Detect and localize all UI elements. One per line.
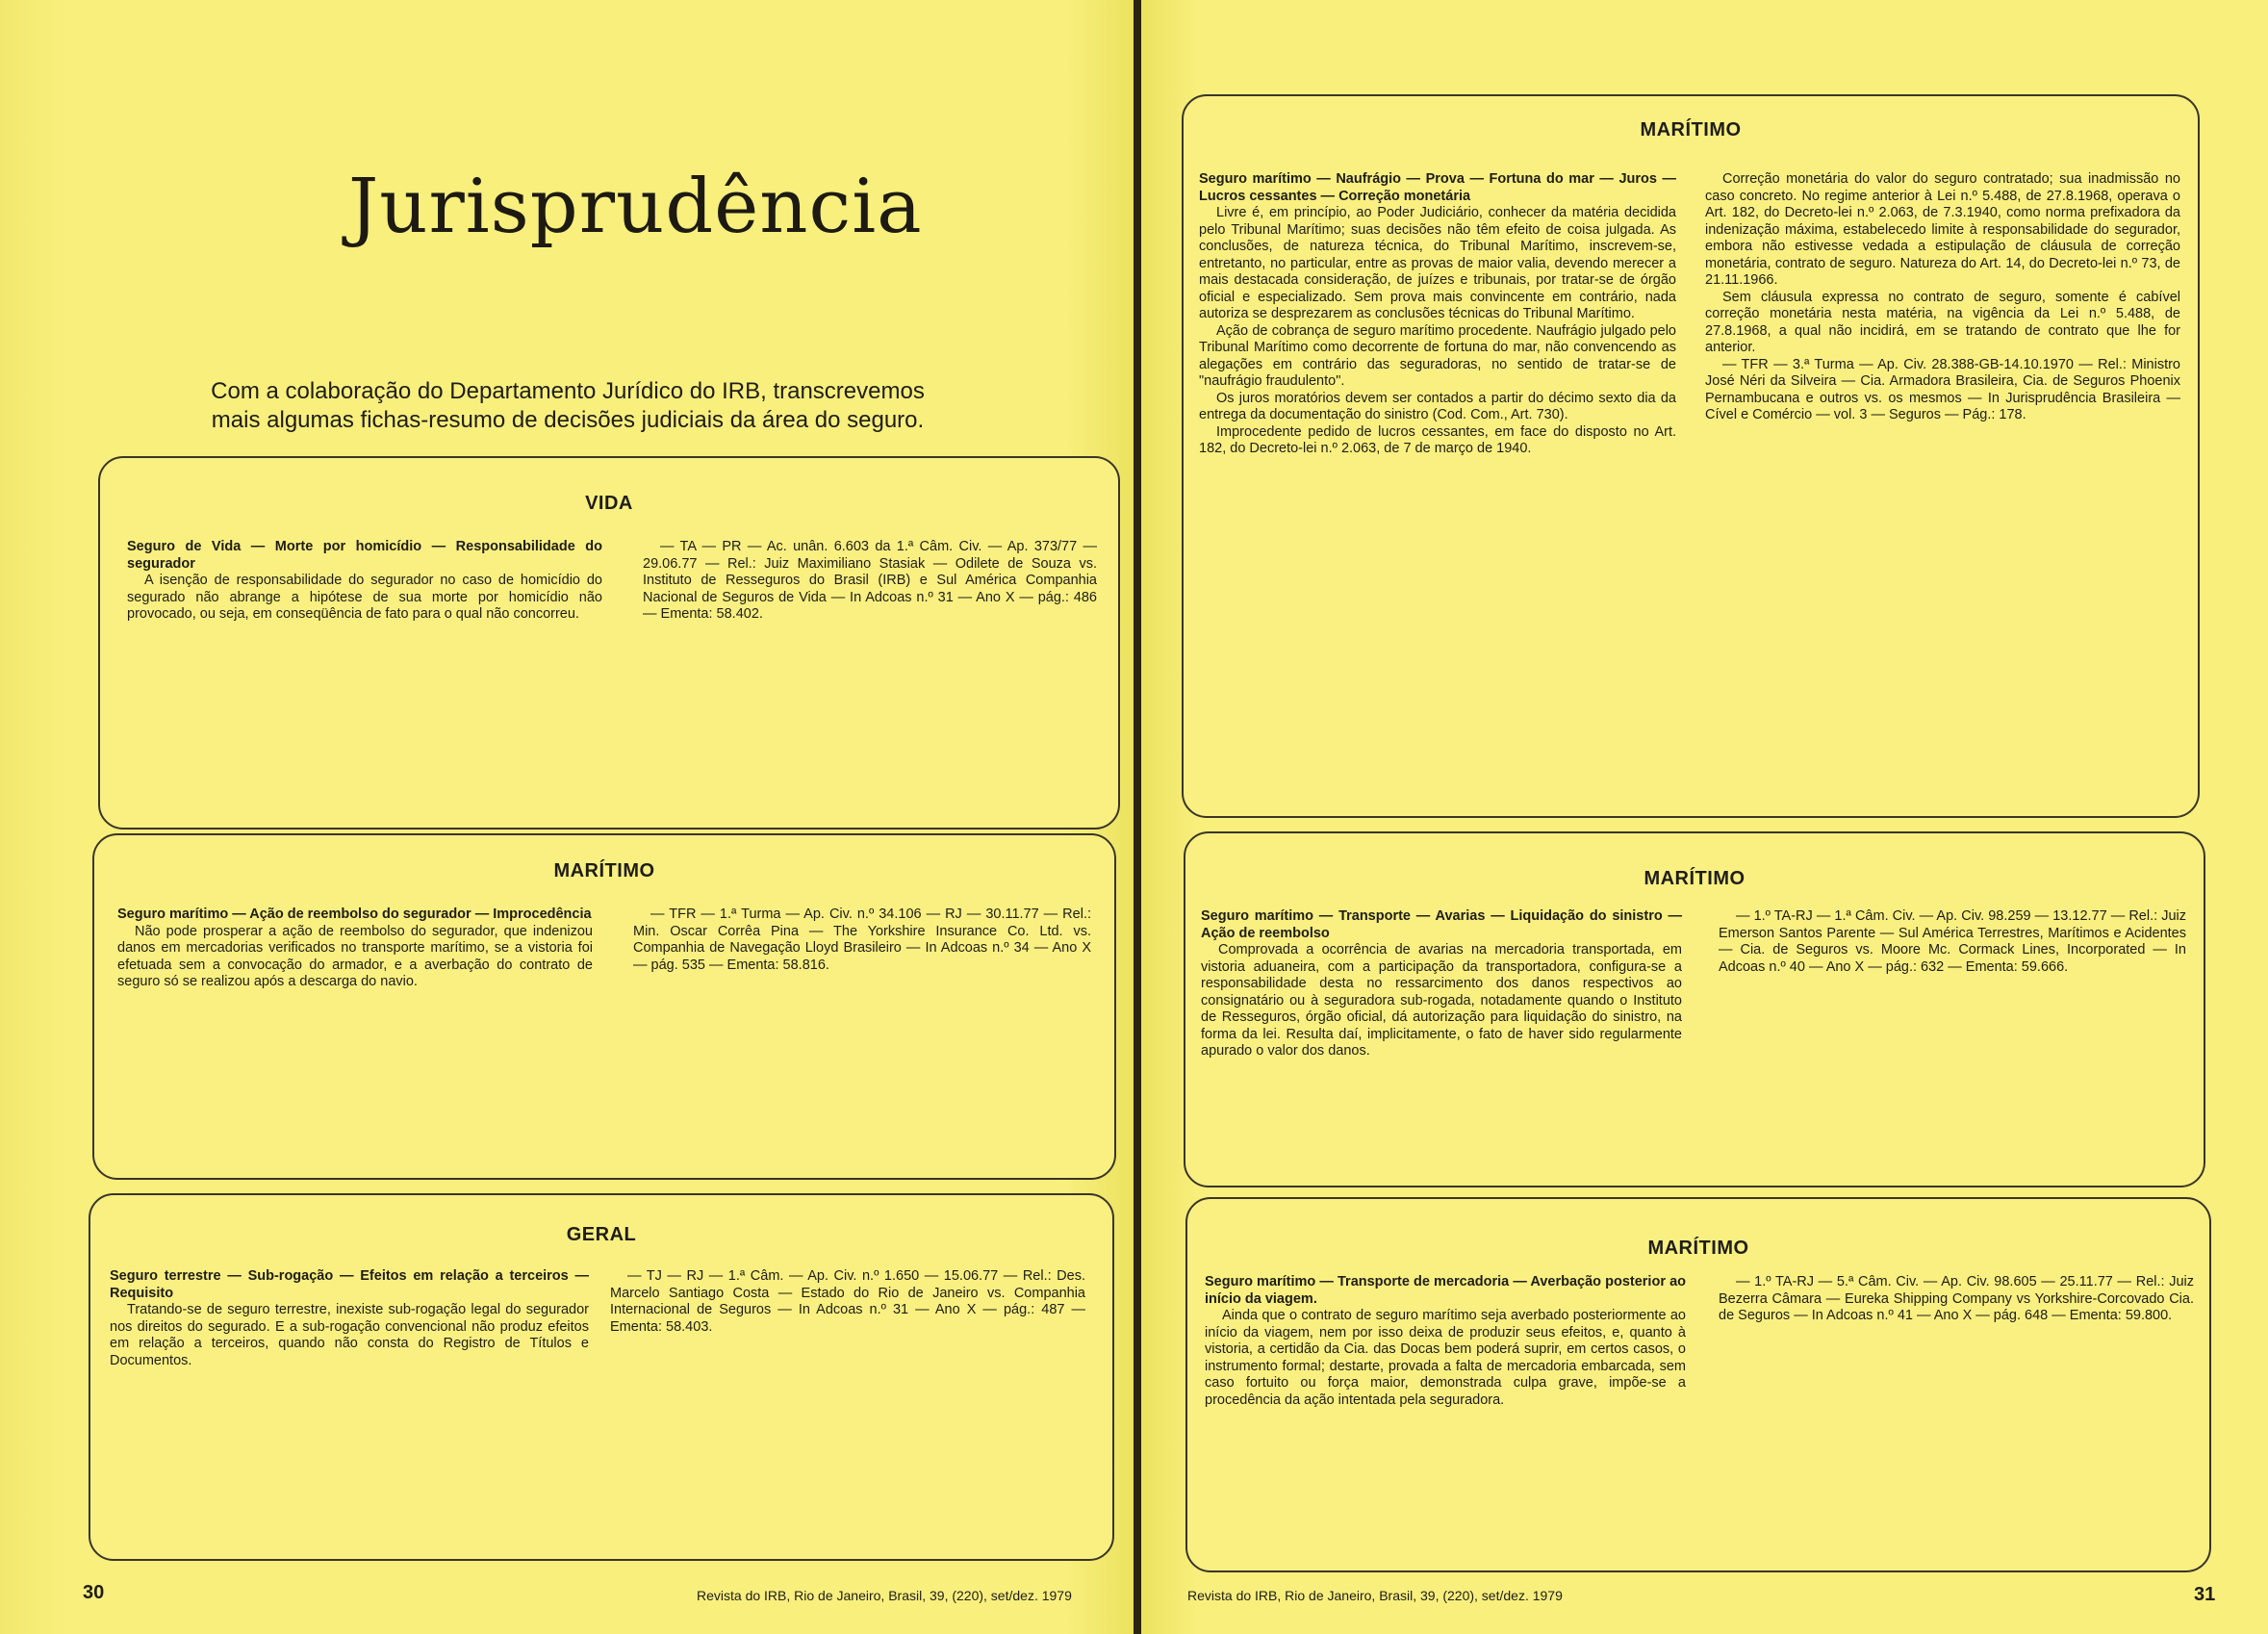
card-reference xyxy=(1719,1274,2194,1325)
card-heading: MARÍTIMO xyxy=(553,860,655,881)
card-body: Tratando-se de seguro terrestre, inexiste sub-rogação legal do segurador nos direitos do segurado. E a sub-rogação convencional não produz efeitos em relação a terceiros, quando não consta do Registro de Títulos e Documentos. xyxy=(110,1302,589,1368)
card-reference-text: — TJ — RJ — 1.ª Câm. — Ap. Civ. n.º 1.650 — 15.06.77 — Rel.: Des. Marcelo Santiago Costa — Estado do Rio de Janeiro vs. Companhia Internacional de Seguros — In Adcoas n.º 31 — Ano X — pág.: 487 — Ementa: 58.403. xyxy=(610,1268,1085,1335)
card-subject: Seguro marítimo — Transporte de mercadoria — Averbação posterior ao início da viagem. xyxy=(1205,1274,1686,1307)
card-body: Os juros moratórios devem ser contados a partir do décimo sexto dia da entrega da documentação do sinistro (Cod. Com., Art. 730). xyxy=(1199,390,1676,422)
card-heading: GERAL xyxy=(566,1224,637,1245)
card-heading: MARÍTIMO xyxy=(1647,1238,1749,1259)
card-subject: Seguro terrestre — Sub-rogação — Efeitos em relação a terceiros — Requisito xyxy=(110,1268,589,1301)
card-summary xyxy=(127,539,602,624)
page-number: 30 xyxy=(83,1582,105,1603)
card-body: A isenção de responsabilidade do segurador no caso de homicídio do segurado não abrange a hipótese de sua morte por homicídio não provocado, ou seja, em conseqüência de fato para o qual não concorreu. xyxy=(127,573,602,622)
card-summary-continued xyxy=(1705,171,2180,424)
card-body: Correção monetária do valor do seguro contratado; sua inadmissão no caso concreto. No regime anterior à Lei n.º 5.488, de 27.8.1968, operava o Art. 182, do Decreto-lei n.º 2.063, de 7.3.1940, como norma prefixadora da indenização máxima, estabelecedo limite à responsabilidade do segurador, embora não estivesse vedada a estipulação de cláusula de correção monetária, contrato de seguro. Natureza do Art. 14, do Decreto-lei n.º 73, de 21.11.1966. xyxy=(1705,171,2180,288)
card-summary xyxy=(1201,908,1682,1060)
card-vida xyxy=(98,456,1120,830)
card-reference-text: — 1.º TA-RJ — 1.ª Câm. Civ. — Ap. Civ. 98.259 — 13.12.77 — Rel.: Juiz Emerson Santos Parente — Sul América Terrestres, Marítimos e Acidentes — Cia. de Seguros vs. Moore Mc. Cormack Lines, Incorporated — In Adcoas n.º 40 — Ano X — pág.: 632 — Ementa: 59.666. xyxy=(1719,908,2186,975)
card-summary xyxy=(1205,1274,1686,1409)
card-heading: MARÍTIMO xyxy=(1644,868,1746,889)
card-body: Improcedente pedido de lucros cessantes, em face do disposto no Art. 182, do Decreto-lei n.º 2.063, de 7 de março de 1940. xyxy=(1199,423,1676,456)
card-reference xyxy=(633,906,1091,974)
card-summary xyxy=(117,906,593,991)
card-geral xyxy=(89,1193,1114,1561)
page-number: 31 xyxy=(2194,1584,2216,1605)
card-reference xyxy=(1719,908,2186,976)
card-subject: Seguro de Vida — Morte por homicídio — Responsabilidade do segurador xyxy=(127,539,602,572)
card-heading: MARÍTIMO xyxy=(1640,119,1742,140)
card-reference xyxy=(610,1268,1085,1336)
card-summary xyxy=(1199,171,1676,458)
card-subject: Seguro marítimo — Transporte — Avarias — Liquidação do sinistro — Ação de reembolso xyxy=(1201,908,1682,941)
card-maritimo xyxy=(92,833,1116,1180)
card-maritimo-transporte xyxy=(1184,831,2205,1187)
card-body: Ação de cobrança de seguro marítimo procedente. Naufrágio julgado pelo Tribunal Marítimo como decorrente de fortuna do mar, não convencendo as alegações em contrário das seguradoras, no sentido de tratar-se de "naufrágio fraudulento". xyxy=(1199,322,1676,389)
card-body: Livre é, em princípio, ao Poder Judiciário, conhecer da matéria decidida pelo Tribunal Marítimo; suas decisões não têm efeito de coisa julgada. As conclusões, de natureza técnica, do Tribunal Marítimo, inscrevem-se, entretanto, no particular, entre as provas de maior valia, devendo merecer a mais destacada consideração, de juízes e tribunais, por tratar-se de órgão oficial e especializado. Sem prova mais convincente em contrário, nada autoriza se desprezarem as conclusões técnicas do Tribunal Marítimo. xyxy=(1199,205,1676,321)
card-reference xyxy=(643,539,1097,624)
card-body: Sem cláusula expressa no contrato de seguro, somente é cabível correção monetária nesta matéria, na vigência da Lei n.º 5.488, de 27.8.1968, a qual não incidirá, em se tratando de contrato que lhe for anterior. xyxy=(1705,289,2180,355)
card-reference-text: — 1.º TA-RJ — 5.ª Câm. Civ. — Ap. Civ. 98.605 — 25.11.77 — Rel.: Juiz Bezerra Câmara — Eureka Shipping Company vs Yorkshire-Corcovado Cia. de Seguros — In Adcoas n.º 41 — Ano X — pág. 648 — Ementa: 59.800. xyxy=(1719,1274,2194,1323)
card-reference-text: — TFR — 1.ª Turma — Ap. Civ. n.º 34.106 — RJ — 30.11.77 — Rel.: Min. Oscar Corrêa Pina — The Yorkshire Insurance Co. Ltd. vs. Companhia de Navegação Lloyd Brasileiro — In Adcoas n.º 34 — Ano X — pág. 535 — Ementa: 58.816. xyxy=(633,906,1091,973)
card-body: Comprovada a ocorrência de avarias na mercadoria transportada, em vistoria aduaneira, com a participação da transportadora, configura-se a responsabilidade desta no ressarcimento dos danos respectivos ao consignatário ou à seguradora sub-rogada, notadamente quando o Instituto de Resseguros, órgão oficial, dá autorização para liquidação do sinistro, na forma da lei. Resulta daí, implicitamente, o fato de haver sido regularmente apurado o valor dos danos. xyxy=(1201,942,1682,1059)
card-body: Não pode prosperar a ação de reembolso do segurador, que indenizou danos em mercadorias verificados no transporte marítimo, se a vistoria foi efetuada sem a convocação do armador, e a averbação do contrato de seguro só se realizou após a descarga do navio. xyxy=(117,923,593,989)
page-footer: Revista do IRB, Rio de Janeiro, Brasil, 39, (220), set/dez. 1979 xyxy=(1187,1588,1563,1603)
card-maritimo-naufragio xyxy=(1182,94,2200,818)
card-body: Ainda que o contrato de seguro marítimo seja averbado posteriormente ao início da viagem, nem por isso deixa de produzir seus efeitos, e, quanto à vistoria, a certidão da Cia. das Docas bem poderá suprir, em certos casos, o instrumento formal; destarte, provada a falta de mercadoria embarcada, sem caso fortuito ou força maior, demonstrada culpa grave, impõe-se a procedência da ação intentada pela seguradora. xyxy=(1205,1308,1686,1408)
card-summary xyxy=(110,1268,589,1369)
card-reference-text: — TA — PR — Ac. unân. 6.603 da 1.ª Câm. Civ. — Ap. 373/77 — 29.06.77 — Rel.: Juiz Maximiliano Stasiak — Odilete de Souza vs. Instituto de Resseguros do Brasil (IRB) e Sul América Companhia Nacional de Seguros de Vida — In Adcoas n.º 31 — Ano X — pág.: 486 — Ementa: 58.402. xyxy=(643,539,1097,622)
card-subject: Seguro marítimo — Naufrágio — Prova — Fortuna do mar — Juros — Lucros cessantes — Correção monetária xyxy=(1199,171,1676,204)
page-title: Jurisprudência xyxy=(348,164,923,250)
page-footer: Revista do IRB, Rio de Janeiro, Brasil, 39, (220), set/dez. 1979 xyxy=(697,1588,1072,1603)
card-reference-text: — TFR — 3.ª Turma — Ap. Civ. 28.388-GB-14.10.1970 — Rel.: Ministro José Néri da Silveira — Cia. Armadora Brasileira, Cia. de Seguros Phoenix Pernambucana e outros vs. os mesmos — In Jurisprudência Brasileira — Cível e Comércio — vol. 3 — Seguros — Pág.: 178. xyxy=(1705,356,2180,422)
card-subject: Seguro marítimo — Ação de reembolso do segurador — Improcedência xyxy=(117,906,592,922)
intro-text: Com a colaboração do Departamento Jurídico do IRB, transcrevemos mais algumas fichas-resumo de decisões judiciais da área do seguro. xyxy=(211,378,925,433)
right-page xyxy=(1141,0,2268,1634)
card-heading: VIDA xyxy=(585,493,633,514)
card-maritimo-averbacao xyxy=(1185,1197,2211,1572)
